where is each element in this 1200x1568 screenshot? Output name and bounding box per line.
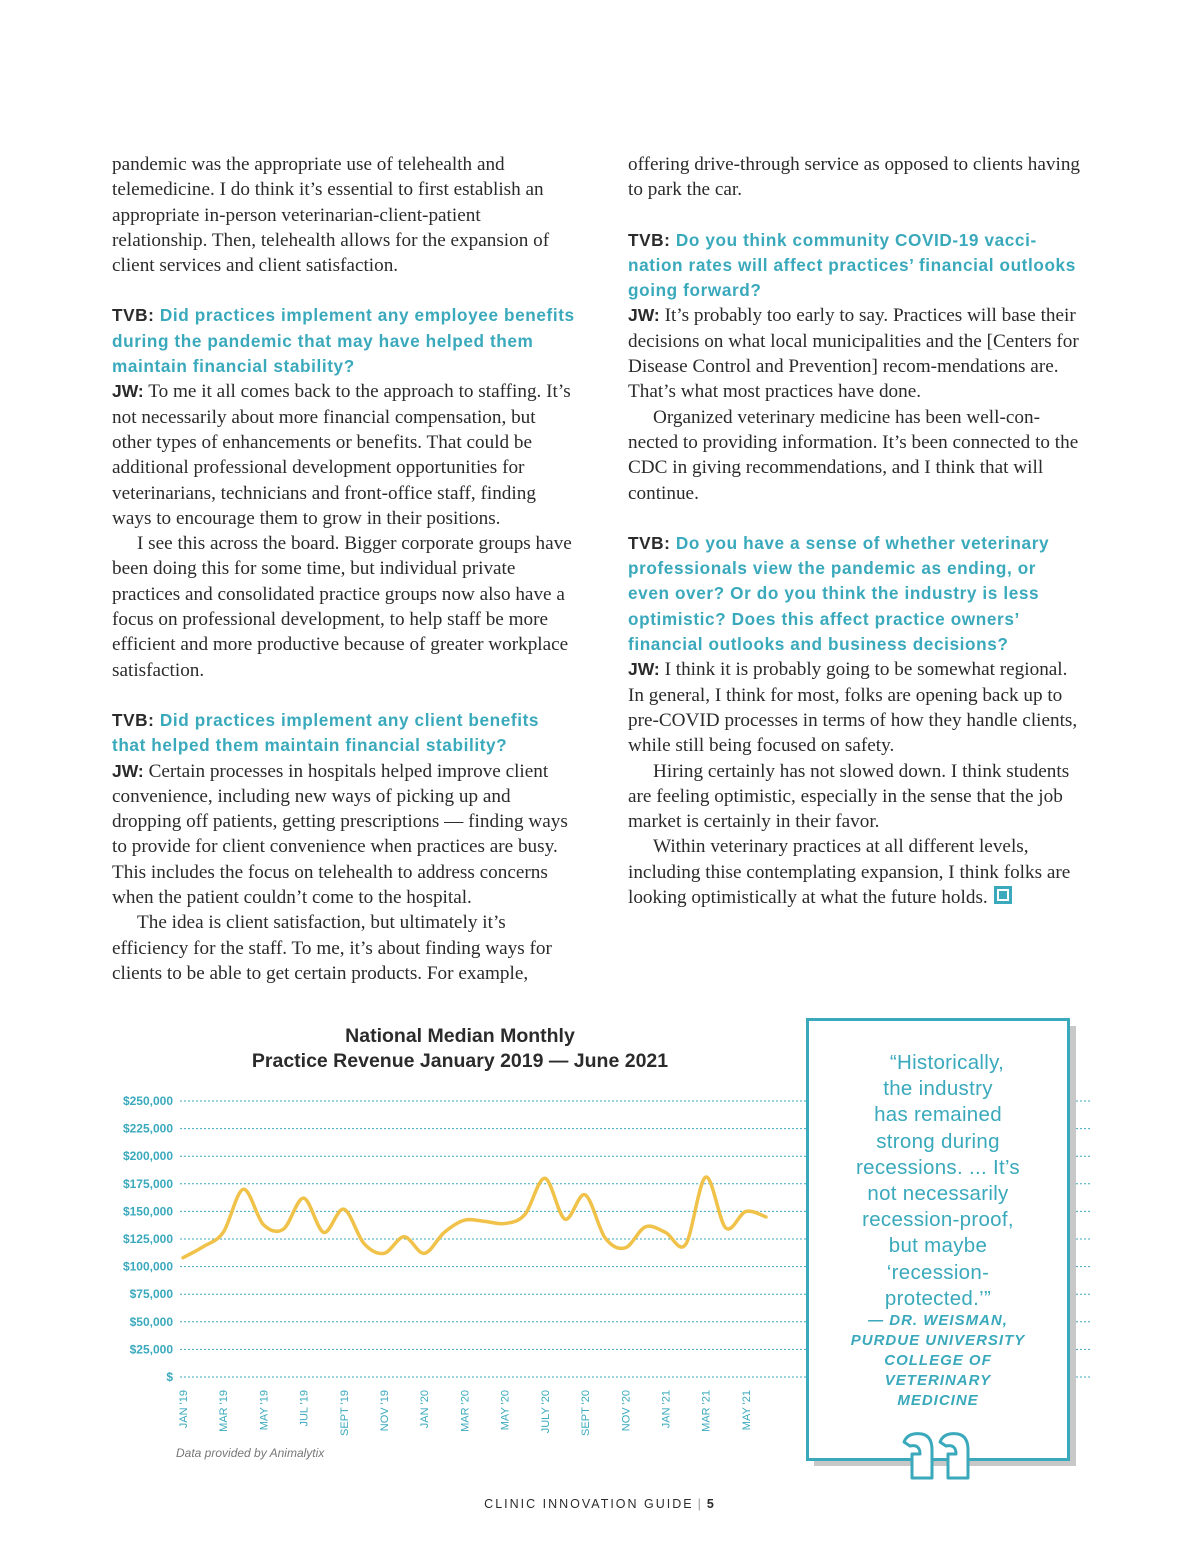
y-tick-label: $200,000 xyxy=(122,1149,173,1164)
y-tick-label: $ xyxy=(166,1370,173,1384)
question-text: Do you think community COVID-19 vacci-nation rates will affect practices’ financial outlooks going forward? xyxy=(628,229,1076,301)
x-tick-label: SEPT '19 xyxy=(338,1390,351,1436)
chart-title-line: National Median Monthly xyxy=(345,1025,575,1047)
quote-line: ‘recession- xyxy=(886,1260,990,1284)
data-point xyxy=(604,1237,606,1239)
left-column xyxy=(112,152,577,986)
answer-text: I think it is probably going to be somewhat regional. In general, I think for most, folks are opening back up to pre-COVID processes in terms of how they handle clients, while still being focused on safety. xyxy=(628,659,1078,757)
footer-label: CLINIC INNOVATION GUIDE xyxy=(484,1497,694,1511)
question xyxy=(112,708,577,759)
body-paragraph: Organized veterinary medicine has been well-con-nected to providing information. It’s been connected to the CDC in giving recommendations, and I think that will continue. xyxy=(628,406,1079,504)
data-point xyxy=(182,1257,184,1259)
body-paragraph: The idea is client satisfaction, but ultimately it’s efficiency for the staff. To me, it’s about finding ways for clients to be able to get certain products. For example, xyxy=(112,912,552,984)
data-point xyxy=(283,1228,285,1230)
data-point xyxy=(484,1220,486,1222)
x-tick-label: NOV '20 xyxy=(620,1390,633,1432)
x-tick-label: NOV '19 xyxy=(379,1390,392,1432)
attribution-line: PURDUE UNIVERSITY xyxy=(850,1332,1026,1349)
body-paragraph: offering drive-through service as opposed to clients having to park the car. xyxy=(628,154,1081,201)
data-point xyxy=(423,1252,425,1254)
data-point xyxy=(544,1177,546,1179)
answer-tag: JW: xyxy=(112,381,144,402)
quote-line: not necessarily xyxy=(867,1182,1009,1206)
attribution-line: — DR. WEISMAN, xyxy=(868,1312,1008,1329)
data-point xyxy=(564,1218,566,1220)
x-tick-label: MAR '19 xyxy=(218,1390,231,1432)
quote-marks-icon xyxy=(898,1428,974,1484)
answer xyxy=(628,303,1083,404)
chart-title-line: Practice Revenue January 2019 — June 2021 xyxy=(251,1050,669,1072)
data-point xyxy=(202,1246,204,1248)
x-tick-label: JULY '20 xyxy=(539,1390,552,1434)
answer-tag: JW: xyxy=(112,760,144,781)
quote-line: but maybe xyxy=(888,1234,988,1258)
y-tick-label: $25,000 xyxy=(129,1342,173,1357)
data-point xyxy=(242,1188,244,1190)
page-number: 5 xyxy=(706,1497,716,1511)
quote-line: has remained xyxy=(874,1103,1002,1127)
x-tick-label: JUL '19 xyxy=(298,1390,311,1427)
x-tick-label: JAN '21 xyxy=(660,1390,673,1429)
page-footer xyxy=(0,1497,1200,1511)
answer-text: Certain processes in hospitals helped improve client convenience, including new ways of picking up and dropping off patients, getting prescriptions — finding ways to provide for client convenience when practices are busy. This includes the focus on telehealth to address concerns when the patient couldn’t come to the hospital. xyxy=(112,760,568,909)
data-point xyxy=(644,1226,646,1228)
data-point xyxy=(765,1216,767,1218)
answer xyxy=(112,379,577,531)
x-tick-label: MAY '20 xyxy=(499,1390,512,1431)
data-point xyxy=(725,1227,727,1229)
body-paragraph xyxy=(628,834,1083,910)
answer-tag: JW: xyxy=(628,659,660,680)
quote-line: recession-proof, xyxy=(862,1208,1014,1232)
data-point xyxy=(664,1231,666,1233)
data-point xyxy=(403,1236,405,1238)
y-tick-label: $75,000 xyxy=(129,1287,173,1302)
question xyxy=(628,531,1083,657)
data-point xyxy=(303,1197,305,1199)
answer xyxy=(628,657,1083,758)
attribution-line: MEDICINE xyxy=(897,1392,979,1409)
data-point xyxy=(262,1224,264,1226)
question xyxy=(628,228,1083,304)
y-tick-label: $225,000 xyxy=(122,1121,173,1136)
y-tick-label: $250,000 xyxy=(122,1094,173,1108)
data-point xyxy=(323,1231,325,1233)
data-point xyxy=(504,1223,506,1225)
question xyxy=(112,303,577,379)
data-point xyxy=(524,1214,526,1216)
data-point xyxy=(745,1210,747,1212)
x-tick-label: MAY '21 xyxy=(740,1390,753,1431)
answer-text: To me it all comes back to the approach to staffing. It’s not necessarily about more financial compensation, but other types of enhancements or benefits. That could be additional professional development opportunities for veterinarians, technicians and front-office staff, finding ways to encourage them to grow in their positions. xyxy=(112,381,571,529)
right-column xyxy=(628,152,1083,910)
question-text: Did practices implement any employee benefits during the pandemic that may have helped them maintain financial stability? xyxy=(112,305,575,377)
pull-quote-text xyxy=(828,1050,1048,1312)
attribution-line: VETERINARY xyxy=(884,1372,992,1389)
attribution-line: COLLEGE OF xyxy=(884,1352,992,1369)
footer-separator: | xyxy=(697,1497,703,1511)
data-point xyxy=(363,1242,365,1244)
data-point xyxy=(222,1231,224,1233)
answer xyxy=(112,759,577,911)
data-point xyxy=(685,1244,687,1246)
revenue-series-line xyxy=(183,1177,766,1258)
question-tag: TVB: xyxy=(628,532,671,553)
x-tick-label: JAN '19 xyxy=(178,1390,190,1429)
quote-line: protected.’” xyxy=(884,1286,992,1310)
data-point xyxy=(443,1231,445,1233)
y-tick-label: $125,000 xyxy=(122,1232,173,1246)
question-text: Did practices implement any client benefits that helped them maintain financial stability? xyxy=(112,709,540,756)
y-tick-label: $50,000 xyxy=(129,1314,173,1329)
data-point xyxy=(343,1208,345,1210)
end-mark-icon xyxy=(994,886,1012,904)
x-tick-label: JAN '20 xyxy=(419,1390,432,1429)
chart-title xyxy=(180,1024,740,1074)
data-point xyxy=(705,1176,707,1178)
data-point xyxy=(584,1194,586,1196)
question-tag: TVB: xyxy=(628,229,671,250)
data-point xyxy=(463,1219,465,1221)
quote-line: recessions. ... It’s xyxy=(856,1155,1020,1179)
y-tick-label: $100,000 xyxy=(122,1259,173,1274)
question-tag: TVB: xyxy=(112,709,155,730)
quote-line: “Historically, xyxy=(889,1051,1005,1074)
y-tick-label: $150,000 xyxy=(122,1204,173,1219)
quote-line: strong during xyxy=(876,1129,1000,1153)
answer-tag: JW: xyxy=(628,305,660,326)
x-tick-label: MAR '21 xyxy=(700,1390,713,1432)
data-point xyxy=(383,1252,385,1254)
chart-source-note: Data provided by Animalytix xyxy=(176,1446,325,1460)
x-tick-label: MAR '20 xyxy=(459,1390,472,1432)
data-point xyxy=(624,1247,626,1249)
y-tick-label: $175,000 xyxy=(122,1176,173,1191)
body-paragraph: pandemic was the appropriate use of telehealth and telemedicine. I do think it’s essential to first establish an appropriate in-person veterinarian-client-patient relationship. Then, telehealth allows for the expansion of client services and client satisfaction. xyxy=(112,154,550,277)
body-paragraph: I see this across the board. Bigger corporate groups have been doing this for some time, but individual private practices and consolidated practice groups now also have a focus on professional development, to help staff be more efficient and more productive because of greater workplace satisfaction. xyxy=(112,533,572,681)
question-tag: TVB: xyxy=(112,305,155,326)
quote-line: the industry xyxy=(883,1077,993,1101)
question-text: Do you have a sense of whether veterinary professionals view the pandemic as ending, or even over? Or do you think the industry is less optimistic? Does this affect practice owners’ financial outlooks and business decisions? xyxy=(628,532,1050,655)
x-tick-label: SEPT '20 xyxy=(580,1390,593,1436)
answer-text: It’s probably too early to say. Practices will base their decisions on what local municipalities and the [Centers for Disease Control and Prevention] recom-mendations are. That’s what most practices have done. xyxy=(628,305,1079,403)
closing-text: Within veterinary practices at all different levels, including thise contemplating expansion, I think folks are looking optimistically at what the future holds. xyxy=(628,836,1071,909)
pull-quote-attribution xyxy=(828,1311,1048,1411)
x-tick-label: MAY '19 xyxy=(258,1390,271,1431)
body-paragraph: Hiring certainly has not slowed down. I think students are feeling optimistic, especially in the sense that the job market is certainly in their favor. xyxy=(628,760,1070,833)
